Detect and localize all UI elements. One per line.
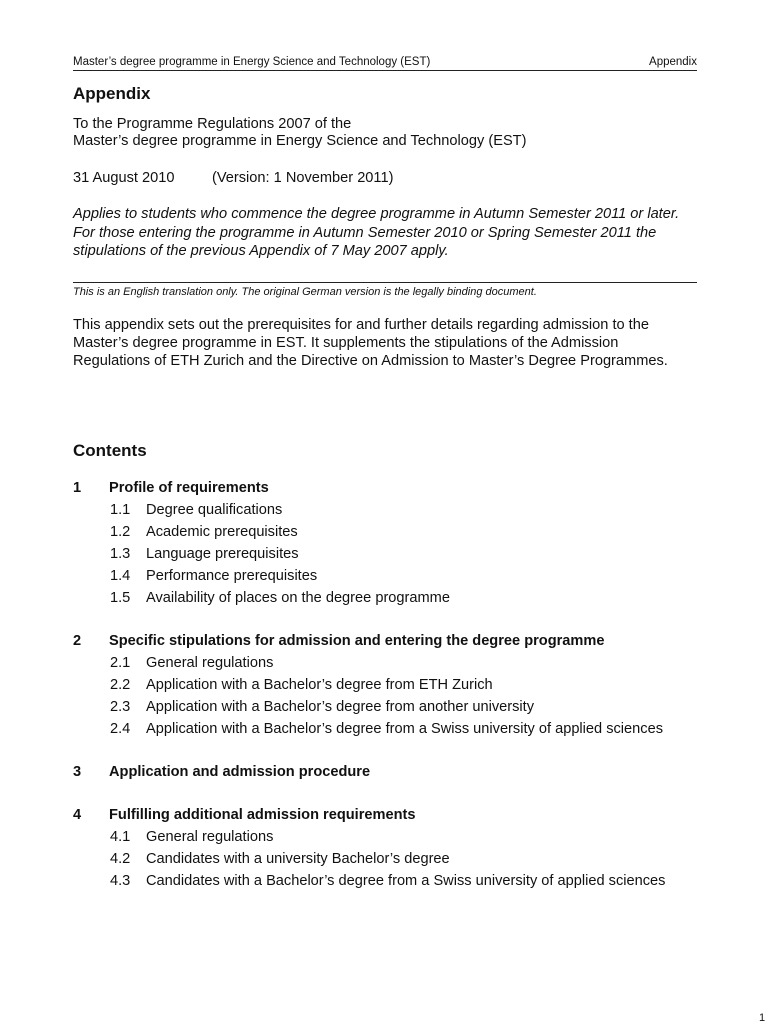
- document-page: [73, 0, 766, 1024]
- version-date: (Version: 1 November 2011): [212, 170, 394, 186]
- applicability-note: Applies to students who commence the degree programme in Autumn Semester 2011 or later. For those entering the programme in Autumn Semester 2010 or Spring Semester 2011 the stipulations of the previous Appendix of 7 May 2007 apply.: [73, 206, 680, 259]
- toc-section-heading[interactable]: [73, 478, 713, 500]
- toc-subsection-label: Application with a Bachelor’s degree from ETH Zurich: [146, 677, 493, 693]
- toc-subsection-label: General regulations: [146, 655, 274, 671]
- header-programme-title: Master’s degree programme in Energy Science and Technology (EST): [73, 56, 431, 68]
- page-title: Appendix: [73, 84, 151, 103]
- toc-subsection[interactable]: [73, 588, 713, 610]
- toc-subsection-number: 1.3: [110, 546, 131, 562]
- toc-subsection-label: Application with a Bachelor’s degree from another university: [146, 699, 535, 715]
- toc-section-number: 3: [73, 764, 82, 780]
- toc-section-label: Profile of requirements: [109, 480, 269, 496]
- toc-subsection[interactable]: [73, 566, 713, 588]
- date-line: [73, 170, 394, 187]
- header-section-label: Appendix: [649, 56, 697, 68]
- toc-subsection[interactable]: [73, 653, 713, 675]
- toc-section-label: Fulfilling additional admission requirements: [109, 807, 416, 823]
- toc-subsection-label: Degree qualifications: [146, 502, 283, 518]
- toc-subsection-number: 2.4: [110, 721, 131, 737]
- toc-subsection[interactable]: [73, 871, 713, 893]
- toc-subsection[interactable]: [73, 697, 713, 719]
- toc-section: [73, 805, 713, 893]
- intro-text: [73, 116, 526, 150]
- toc-section-heading[interactable]: [73, 762, 713, 784]
- toc-subsection-number: 1.5: [110, 590, 131, 606]
- toc-subsection-number: 4.2: [110, 851, 131, 867]
- toc-subsection-number: 1.1: [110, 502, 131, 518]
- toc-section-label: Specific stipulations for admission and entering the degree programme: [109, 633, 605, 649]
- appendix-description: This appendix sets out the prerequisites for and further details regarding admission to the Master’s degree programme in EST. It supplements the stipulations of the Admission Regulations of ETH Zurich and the Directive on Admission to Master’s Degree Programmes.: [73, 317, 668, 369]
- toc-subsection[interactable]: [73, 544, 713, 566]
- running-header: [73, 54, 697, 71]
- toc-subsection-number: 2.1: [110, 655, 131, 671]
- toc-subsection[interactable]: [73, 500, 713, 522]
- contents-heading: Contents: [73, 441, 147, 460]
- toc-subsection-number: 2.3: [110, 699, 131, 715]
- toc-subsection[interactable]: [73, 719, 713, 741]
- intro-line-1: To the Programme Regulations 2007 of the: [73, 116, 352, 132]
- toc-subsection[interactable]: [73, 849, 713, 871]
- translation-disclaimer: This is an English translation only. The original German version is the legally binding document.: [73, 282, 697, 299]
- toc-subsection-number: 1.2: [110, 524, 131, 540]
- toc-subsection-label: Candidates with a university Bachelor’s degree: [146, 851, 450, 867]
- toc-section: [73, 631, 713, 741]
- table-of-contents: [73, 478, 713, 893]
- toc-subsection-number: 4.3: [110, 873, 131, 889]
- toc-section-number: 2: [73, 633, 82, 649]
- toc-section-number: 1: [73, 480, 82, 496]
- toc-subsection-label: Language prerequisites: [146, 546, 299, 562]
- toc-subsection-label: Candidates with a Bachelor’s degree from a Swiss university of applied sciences: [146, 873, 666, 889]
- toc-subsection[interactable]: [73, 675, 713, 697]
- toc-subsection-label: Academic prerequisites: [146, 524, 298, 540]
- toc-section-number: 4: [73, 807, 82, 823]
- toc-subsection-label: Availability of places on the degree programme: [146, 590, 450, 606]
- issue-date: 31 August 2010: [73, 170, 175, 186]
- toc-section: [73, 762, 713, 784]
- intro-line-2: Master’s degree programme in Energy Science and Technology (EST): [73, 133, 527, 149]
- toc-subsection-label: Application with a Bachelor’s degree from a Swiss university of applied sciences: [146, 721, 663, 737]
- page-number: 1: [759, 1012, 766, 1024]
- toc-subsection[interactable]: [73, 522, 713, 544]
- toc-subsection-label: General regulations: [146, 829, 274, 845]
- toc-subsection-label: Performance prerequisites: [146, 568, 318, 584]
- toc-subsection-number: 2.2: [110, 677, 131, 693]
- toc-section-label: Application and admission procedure: [109, 764, 371, 780]
- toc-section: [73, 478, 713, 610]
- toc-section-heading[interactable]: [73, 805, 713, 827]
- toc-subsection-number: 4.1: [110, 829, 131, 845]
- toc-subsection-number: 1.4: [110, 568, 131, 584]
- toc-section-heading[interactable]: [73, 631, 713, 653]
- toc-subsection[interactable]: [73, 827, 713, 849]
